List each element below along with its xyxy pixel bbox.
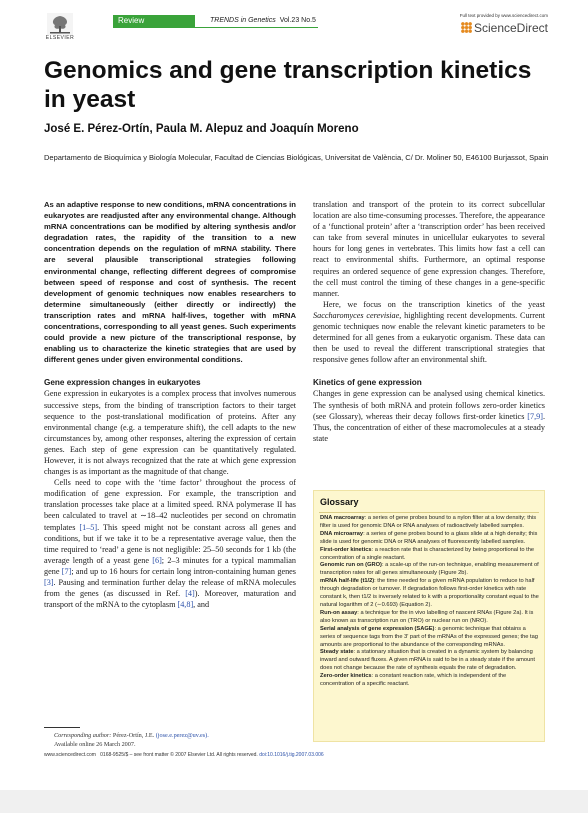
citation-link[interactable]: [1–5]	[79, 522, 98, 532]
issn-copyright: 0168-9525/$ – see front matter © 2007 Elsevier Ltd. All rights reserved.	[100, 752, 258, 758]
paragraph: translation and transport of the protein to its correct subcellular location are also time-consuming processes. Therefore, the appearance of a ‘functional protein’ after a ‘transcription order’ has been received can take from several minutes in unicellular eukaryotes to several hours for long genes in vertebrates. This limits how fast a cell can react to environmental shifts. Furthermore, an optimal response requires an ordered sequence of gene expression changes. Therefore, the cell must control the timing of these changes in a gene-specific manner.	[313, 200, 545, 298]
section-heading-gene-expression: Gene expression changes in eukaryotes	[44, 378, 201, 388]
sciencedirect-wordmark: ScienceDirect	[473, 21, 548, 35]
elsevier-wordmark: ELSEVIER	[45, 35, 75, 41]
glossary-entry	[320, 562, 540, 578]
footnote-rule	[44, 727, 80, 728]
glossary-entry	[320, 673, 540, 689]
citation-link[interactable]: [7]	[61, 566, 72, 576]
glossary-definition: : a technique for the in vivo labelling of nascent RNAs (Figure 2a). It is also known as transcription run on (TRO) or nuclear run on (NRO).	[320, 609, 534, 624]
paragraph: Cells need to cope with the ‘time factor’ throughout the process of modification of gene expression. For example, the transcription and translation processes take place at a limited speed. RNA polymerase II has been calculated to travel at ∼18–42 nucleotides per second on chromatin templates [1–5]. This speed might not be constant across all genes and conditions, but if we take it to be a representative average value, then the time required to ‘read’ a gene is not negligible: 25–50 seconds for 1 kb (the average length of a yeast gene [6]; 2–3 minutes for a typical mammalian gene [7]; and up to 16 hours for certain long intron-containing human genes [3]. Pausing and termination further delay the release of mRNA molecules from the genes (as discussed in Ref. [4]). Moreover, maturation and transport of the mRNA to the cytoplasm [4,8], and	[44, 478, 296, 610]
glossary-term: Zero-order kinetics	[320, 673, 372, 680]
paragraph: Changes in gene expression can be analysed using chemical kinetics. The synthesis of both mRNA and protein follows zero-order kinetics (see Glossary), whereas their decay follows first-order kinetics [7,9]. Thus, the concentration of either of these macromolecules at a steady state	[313, 389, 545, 443]
glossary-definition: : a constant reaction rate, which is independent of the concentration of a specific reactant.	[320, 673, 507, 688]
page-footer	[44, 752, 324, 759]
article-title: Genomics and gene transcription kinetics in yeast	[44, 57, 532, 113]
elsevier-tree-icon	[47, 13, 73, 35]
glossary-definition: : the time needed for a given mRNA population to reduce to half through degradation or turnover. If degradation follows first-order kinetics with rate constant k, then t1/2 is inversely related to k with a proportionality constant equal to the natural logarithm of 2 (∼0.693) (Equation 2).	[320, 578, 539, 608]
right-column	[313, 199, 545, 444]
glossary-box	[313, 490, 545, 742]
glossary-definition: : a scale-up of the run-on technique, enabling measurement of transcription rates for all genes simultaneously (Figure 2b).	[320, 562, 539, 577]
section-heading-kinetics: Kinetics of gene expression	[313, 378, 422, 388]
species-name: Saccharomyces cerevisiae	[313, 310, 400, 320]
glossary-entry	[320, 515, 540, 531]
glossary-definition: : a series of gene probes bound to a nylon filter at a low density; this filter is used for genomic DNA or RNA analyses of radioactively labelled samples.	[320, 515, 537, 529]
glossary-term: mRNA half-life (t1/2)	[320, 578, 375, 585]
glossary-term: DNA macroarray	[320, 515, 365, 521]
glossary-heading: Glossary	[320, 497, 359, 507]
glossary-term: DNA microarray	[320, 530, 364, 537]
glossary-entry	[320, 649, 540, 673]
doi-link[interactable]: doi:10.1016/j.tig.2007.03.006	[259, 752, 324, 758]
glossary-term: Serial analysis of gene expression (SAGE)	[320, 625, 435, 632]
paragraph: Here, we focus on the transcription kinetics of the yeast Saccharomyces cerevisiae, highlighting recent developments. Current genomic techniques now enable the relevant kinetic parameters to be determined for all genes from a eukaryotic organism. These data can then be used to reveal the different transcriptional strategies that responsive genes follow after an environmental shift.	[313, 299, 545, 365]
glossary-definition: : a stationary situation that is created in a dynamic system by balancing inward and outward fluxes. A given mRNA is said to be in a steady state if the amount does not change because the rate of synthesis equals the rate of degradation.	[320, 649, 535, 672]
article-affiliation: Departamento de Bioquímica y Biología Molecular, Facultad de Ciencias Biológicas, Universitat de València, C/ Dr. Moliner 50, E46100 Burjassot, Spain	[44, 153, 549, 162]
article-authors: José E. Pérez-Ortín, Paula M. Alepuz and Joaquín Moreno	[44, 123, 359, 135]
citation-link[interactable]: [7,9]	[527, 411, 543, 421]
glossary-term: Genomic run on (GRO)	[320, 562, 382, 569]
glossary-entries	[320, 515, 540, 689]
glossary-term: First-order kinetics	[320, 546, 372, 553]
sciencedirect-link[interactable]: www.sciencedirect.com	[44, 752, 96, 758]
glossary-divider	[319, 512, 539, 513]
glossary-definition: : a reaction rate that is characterized by being proportional to the concentration of a single reactant.	[320, 546, 535, 561]
glossary-entry	[320, 531, 540, 547]
glossary-entry	[320, 547, 540, 563]
author-email-link[interactable]: (jose.e.perez@uv.es).	[155, 732, 209, 739]
glossary-definition: : a genomic technique that obtains a series of sequence tags from the 3′ part of the mRNAs of the expressed genes; the tag amounts are proportional to the abundance of the corresponding mRNAs.	[320, 625, 538, 648]
citation-link[interactable]: [6]	[152, 555, 162, 565]
available-online: Available online 26 March 2007.	[54, 741, 136, 748]
journal-header	[210, 16, 316, 26]
glossary-definition: : a series of gene probes bound to a glass slide at a high density; this slide is used for genomic DNA or RNA analyses of fluorescently labelled samples.	[320, 530, 538, 545]
paragraph: Gene expression in eukaryotes is a complex process that involves numerous successive steps, from the binding of transcription factors to their target sequence to the post-translational modification of proteins. After any environmental change (e.g. a temperature shift), the cell adapts to the new circumstances by, among other responses, altering the expression of certain genes. Each step of gene expression can be quantitatively regulated. However, it is not always recognized that the rate at which gene expression changes is as important as the magnitude of that change.	[44, 389, 296, 477]
citation-link[interactable]: [4,8]	[177, 600, 194, 610]
sciencedirect-dots-icon	[461, 22, 472, 33]
sciencedirect-logo[interactable]	[461, 21, 548, 35]
abstract: As an adaptive response to new conditions, mRNA concentrations in eukaryotes are readjusted after any environmental change. Although mRNA concentrations can be modified by altering synthesis and/or degradation rates, the rapidity of the transition to a new concentration depends on the regulation of mRNA stability. There are several plausible transcriptional strategies following environmental change, reflecting different degrees of compromise between speed of response and cost of synthesis. The recent development of genomic techniques now enables researchers to determine simultaneously (either directly or indirectly) the transcription rates and mRNA half-lives, together with mRNA concentrations, corresponding to all yeast genes. Such experiments could provide a new picture of the transcriptional response, by enabling us to characterize the kinetic strategies that are used by different genes under given environmental conditions.	[44, 200, 296, 365]
glossary-term: Steady state	[320, 649, 354, 656]
journal-name: TRENDS in Genetics	[210, 17, 276, 24]
journal-volume: Vol.23 No.5	[279, 17, 316, 24]
left-column	[44, 199, 296, 610]
citation-link[interactable]: [3]	[44, 578, 54, 587]
glossary-entry	[320, 626, 540, 650]
elsevier-logo	[40, 13, 80, 41]
glossary-entry	[320, 578, 540, 610]
corresponding-author-note: Corresponding author: Pérez-Ortín, J.E. (jose.e.perez@uv.es). Available online 26 March 2007.	[54, 732, 209, 748]
header-rule	[113, 27, 318, 28]
glossary-term: Run-on assay	[320, 609, 358, 616]
citation-link[interactable]: [4]	[185, 589, 195, 599]
fulltext-note: Full text provided by www.sciencedirect.com	[459, 13, 548, 18]
section-badge: Review	[113, 15, 195, 27]
glossary-entry	[320, 610, 540, 626]
